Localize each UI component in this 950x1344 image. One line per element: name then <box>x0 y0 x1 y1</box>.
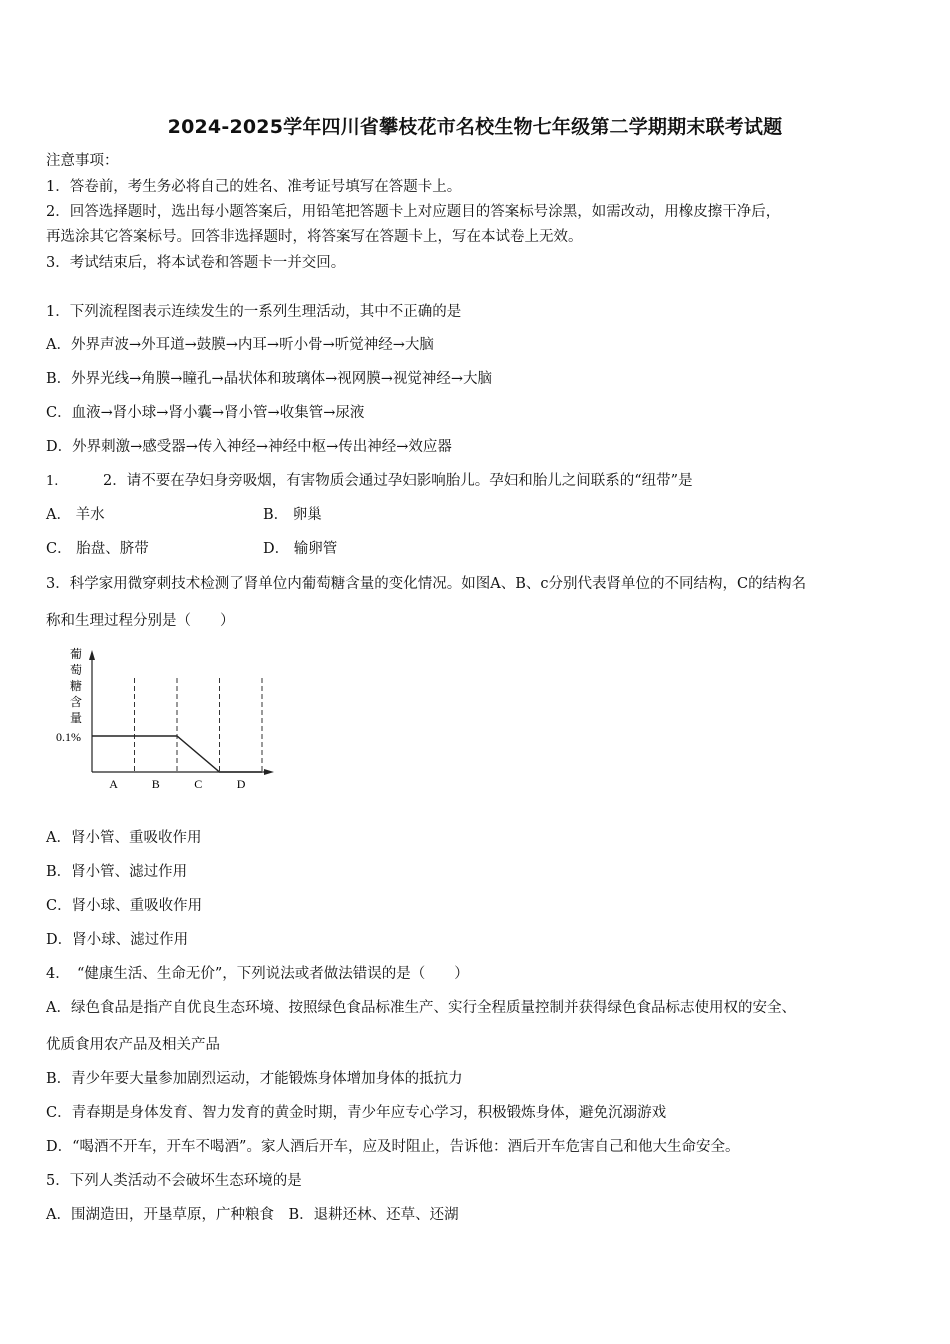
notice-item: 3．考试结束后，将本试卷和答题卡一并交回。 <box>46 255 346 271</box>
x-tick-label: B <box>151 777 160 791</box>
q5-options: A．围湖造田，开垦草原，广种粮食 B．退耕还林、还草、还湖 <box>46 1207 459 1223</box>
y-label-char: 糖 <box>70 679 83 693</box>
q2-options-row2 <box>46 539 646 559</box>
q3-option-b: B．肾小管、滤过作用 <box>46 864 188 880</box>
q4-option-d: D．“喝酒不开车，开车不喝酒”。家人酒后开车，应及时阻止，告诉他：酒后开车危害自己和他大生命安全。 <box>46 1139 740 1155</box>
q2-prefix: 1. <box>46 474 59 489</box>
q3-stem-line2: 称和生理过程分别是（ ） <box>46 613 235 629</box>
glucose-chart <box>46 640 286 800</box>
q4-option-a-cont: 优质食用农产品及相关产品 <box>46 1037 220 1053</box>
q4-option-a: A．绿色食品是指产自优良生态环境、按照绿色食品标准生产、实行全程质量控制并获得绿色食品标志使用权的安全、 <box>46 1000 796 1016</box>
y-label-char: 萄 <box>70 663 83 677</box>
q1-stem: 1．下列流程图表示连续发生的一系列生理活动，其中不正确的是 <box>46 304 462 320</box>
q3-option-c: C．肾小球、重吸收作用 <box>46 898 203 914</box>
y-label-char: 含 <box>70 695 83 709</box>
q3-stem-line1: 3．科学家用微穿刺技术检测了肾单位内葡萄糖含量的变化情况。如图A、B、c分别代表肾单位的不同结构，C的结构名 <box>46 576 807 592</box>
x-axis-arrow <box>264 769 274 775</box>
notice-item: 再选涂其它答案标号。回答非选择题时，将答案写在答题卡上，写在本试卷上无效。 <box>46 229 583 245</box>
page-title: 2024-2025学年四川省攀枝花市名校生物七年级第二学期期末联考试题 <box>167 116 783 138</box>
notice-item: 2．回答选择题时，选出每小题答案后，用铅笔把答题卡上对应题目的答案标号涂黑，如需改动，用橡皮擦干净后， <box>46 204 781 220</box>
q1-option-d: D．外界刺激→感受器→传入神经→神经中枢→传出神经→效应器 <box>46 439 452 455</box>
q2-option-c: C． 胎盘、脐带 <box>46 541 149 557</box>
q1-option-b: B．外界光线→角膜→瞳孔→晶状体和玻璃体→视网膜→视觉神经→大脑 <box>46 371 493 387</box>
q2-option-a: A． 羊水 <box>46 507 105 523</box>
q3-option-d: D．肾小球、滤过作用 <box>46 932 189 948</box>
notice-item: 1．答卷前，考生务必将自己的姓名、准考证号填写在答题卡上。 <box>46 179 462 195</box>
q4-stem: 4． “健康生活、生命无价”，下列说法或者做法错误的是（ ） <box>46 966 469 982</box>
q1-option-c: C．血液→肾小球→肾小囊→肾小管→收集管→尿液 <box>46 405 365 421</box>
x-tick-label: A <box>109 777 118 791</box>
y-tick-label: 0.1% <box>56 730 81 744</box>
q4-option-c: C．青春期是身体发育、智力发育的黄金时期，青少年应专心学习，积极锻炼身体，避免沉溺游戏 <box>46 1105 667 1121</box>
x-tick-label: C <box>194 777 203 791</box>
q2-option-b: B． 卵巢 <box>263 507 322 523</box>
notice-heading: 注意事项： <box>46 153 119 169</box>
y-label-char: 葡 <box>70 647 83 661</box>
q2-stem-row <box>46 471 693 492</box>
y-axis-label <box>70 646 82 725</box>
q2-option-d: D． 输卵管 <box>263 541 338 557</box>
x-tick-label: D <box>236 777 246 791</box>
y-label-char: 量 <box>70 711 83 725</box>
q3-option-a: A．肾小管、重吸收作用 <box>46 830 202 846</box>
y-axis-arrow <box>89 650 95 660</box>
q2-stem: 2．请不要在孕妇身旁吸烟，有害物质会通过孕妇影响胎儿。孕妇和胎儿之间联系的“纽带”是 <box>103 473 693 489</box>
q4-option-b: B．青少年要大量参加剧烈运动，才能锻炼身体增加身体的抵抗力 <box>46 1071 463 1087</box>
q5-stem: 5．下列人类活动不会破坏生态环境的是 <box>46 1173 302 1189</box>
q1-option-a: A．外界声波→外耳道→鼓膜→内耳→听小骨→听觉神经→大脑 <box>46 337 434 353</box>
q2-options-row1 <box>46 505 646 525</box>
